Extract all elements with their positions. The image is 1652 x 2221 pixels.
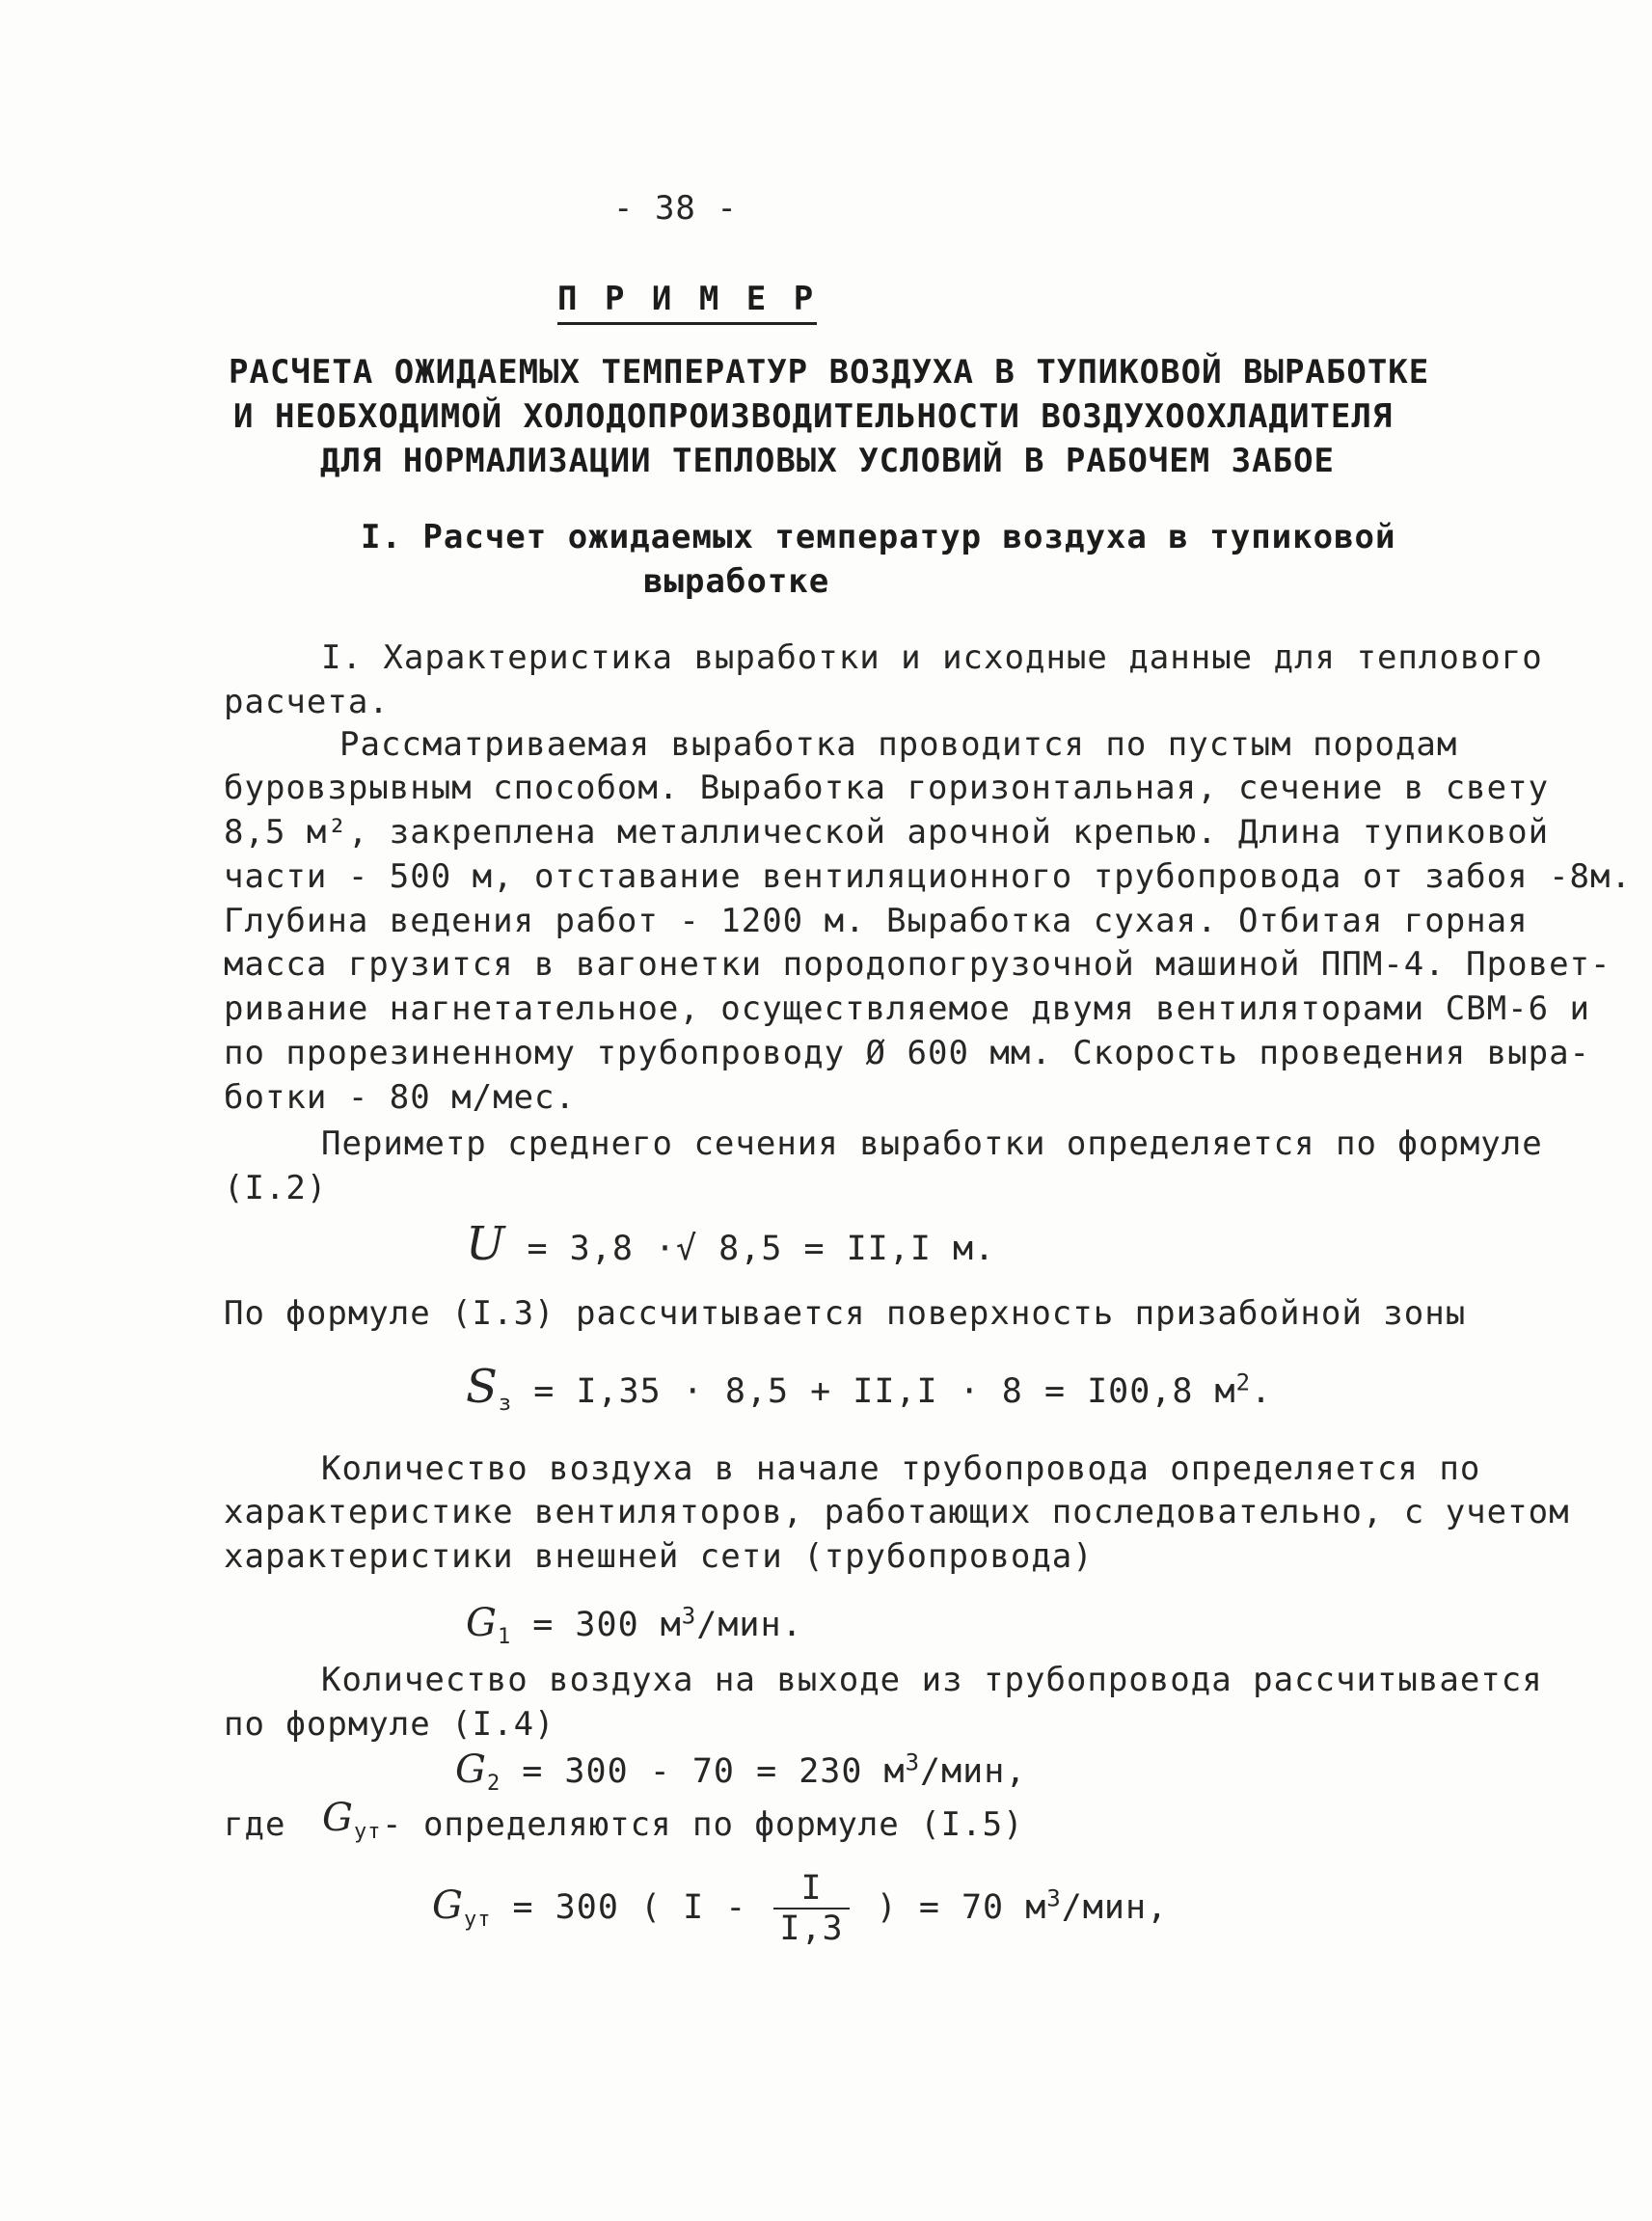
formula-fraction: [773, 1869, 849, 1948]
formula-superscript: 2: [1235, 1368, 1252, 1396]
formula-subscript: 1: [497, 1625, 512, 1649]
text-line: где: [224, 1805, 286, 1844]
text-line: По формуле (I.3) рассчитывается поверхность призабойной зоны: [224, 1294, 1467, 1333]
formula-symbol: S: [466, 1360, 499, 1414]
text-line: ботки - 80 м/мес.: [224, 1078, 576, 1117]
text-line: по формуле (I.4): [224, 1705, 555, 1744]
text-line: буровзрывным способом. Выработка горизонтальная, сечение в свету: [224, 769, 1550, 807]
formula-superscript: 3: [905, 1748, 921, 1776]
formula-perimeter: [466, 1217, 995, 1271]
document-title-text: П Р И М Е Р: [557, 280, 817, 325]
text-line: Количество воздуха в начале трубопровода определяется по: [321, 1449, 1481, 1488]
formula-expression: = 300 м: [532, 1606, 682, 1644]
text-line: 8,5 м², закреплена металлической арочной крепью. Длина тупиковой: [224, 813, 1550, 852]
text-line: I. Характеристика выработки и исходные данные для теплового: [321, 638, 1543, 677]
formula-tail: /мин,: [920, 1752, 1027, 1791]
formula-superscript: 3: [1046, 1884, 1062, 1912]
text-line: масса грузится в вагонетки породопогрузочной машиной ППМ-4. Провет-: [224, 945, 1611, 984]
formula-symbol: U: [466, 1217, 506, 1271]
formula-surface: [466, 1360, 1272, 1416]
formula-tail: /мин,: [1061, 1888, 1169, 1927]
text-line: расчета.: [224, 683, 390, 721]
section-heading-line-1: I. Расчет ожидаемых температур воздуха в тупиковой: [361, 518, 1396, 556]
formula-air-exit: [455, 1747, 1026, 1796]
text-line: характеристики внешней сети (трубопровода): [224, 1537, 1094, 1576]
formula-tail: .: [1251, 1372, 1273, 1411]
formula-inline-leak: [322, 1796, 381, 1844]
heading-line-1: РАСЧЕТА ОЖИДАЕМЫХ ТЕМПЕРАТУР ВОЗДУХА В ТУПИКОВОЙ ВЫРАБОТКЕ: [229, 353, 1430, 392]
formula-tail: /мин.: [696, 1606, 803, 1644]
document-title: [557, 280, 817, 318]
text-line: (I.2): [224, 1169, 328, 1207]
formula-subscript: ут: [463, 1908, 492, 1932]
heading-line-2: И НЕОБХОДИМОЙ ХОЛОДОПРОИЗВОДИТЕЛЬНОСТИ ВОЗДУХООХЛАДИТЕЛЯ: [233, 397, 1394, 436]
fraction-numerator: I: [773, 1869, 849, 1910]
text-line: ривание нагнетательное, осуществляемое двумя вентиляторами СВМ-6 и: [224, 989, 1591, 1028]
formula-subscript: з: [498, 1392, 513, 1416]
formula-expression: = 300 - 70 = 230 м: [522, 1752, 906, 1791]
text-line: - определяются по формуле (I.5): [382, 1805, 1024, 1844]
formula-air-start: [466, 1601, 803, 1649]
formula-leak: [432, 1869, 1168, 1948]
text-line: Глубина ведения работ - 1200 м. Выработка сухая. Отбитая горная: [224, 902, 1529, 940]
formula-expression-end: ) = 70 м: [876, 1888, 1047, 1927]
formula-symbol: G: [322, 1796, 354, 1840]
text-line: Количество воздуха на выходе из трубопровода рассчитывается: [321, 1661, 1543, 1699]
formula-superscript: 3: [681, 1602, 697, 1630]
text-line: Рассматриваемая выработка проводится по пустым породам: [339, 725, 1458, 764]
formula-subscript: ут: [353, 1820, 382, 1844]
formula-expression: = 3,8 ·√ 8,5 = II,I м.: [527, 1230, 996, 1268]
formula-symbol: G: [455, 1747, 487, 1792]
text-line: характеристике вентиляторов, работающих последовательно, с учетом: [224, 1493, 1570, 1531]
fraction-denominator: I,3: [779, 1910, 844, 1948]
text-line: Периметр среднего сечения выработки определяется по формуле: [321, 1124, 1543, 1163]
formula-expression: = I,35 · 8,5 + II,I · 8 = I00,8 м: [533, 1372, 1236, 1411]
page-number: - 38 -: [613, 189, 738, 228]
formula-symbol: G: [466, 1601, 498, 1645]
section-heading-line-2: выработке: [643, 562, 830, 601]
formula-symbol: G: [432, 1883, 464, 1928]
formula-subscript: 2: [486, 1772, 501, 1796]
formula-expression: = 300 ( I -: [512, 1888, 747, 1927]
heading-line-3: ДЛЯ НОРМАЛИЗАЦИИ ТЕПЛОВЫХ УСЛОВИЙ В РАБОЧЕМ ЗАБОЕ: [320, 442, 1336, 480]
text-line: по прорезиненному трубопроводу Ø 600 мм. Скорость проведения выра-: [224, 1034, 1591, 1072]
text-line: части - 500 м, отставание вентиляционного трубопровода от забоя -8м.: [224, 857, 1632, 896]
